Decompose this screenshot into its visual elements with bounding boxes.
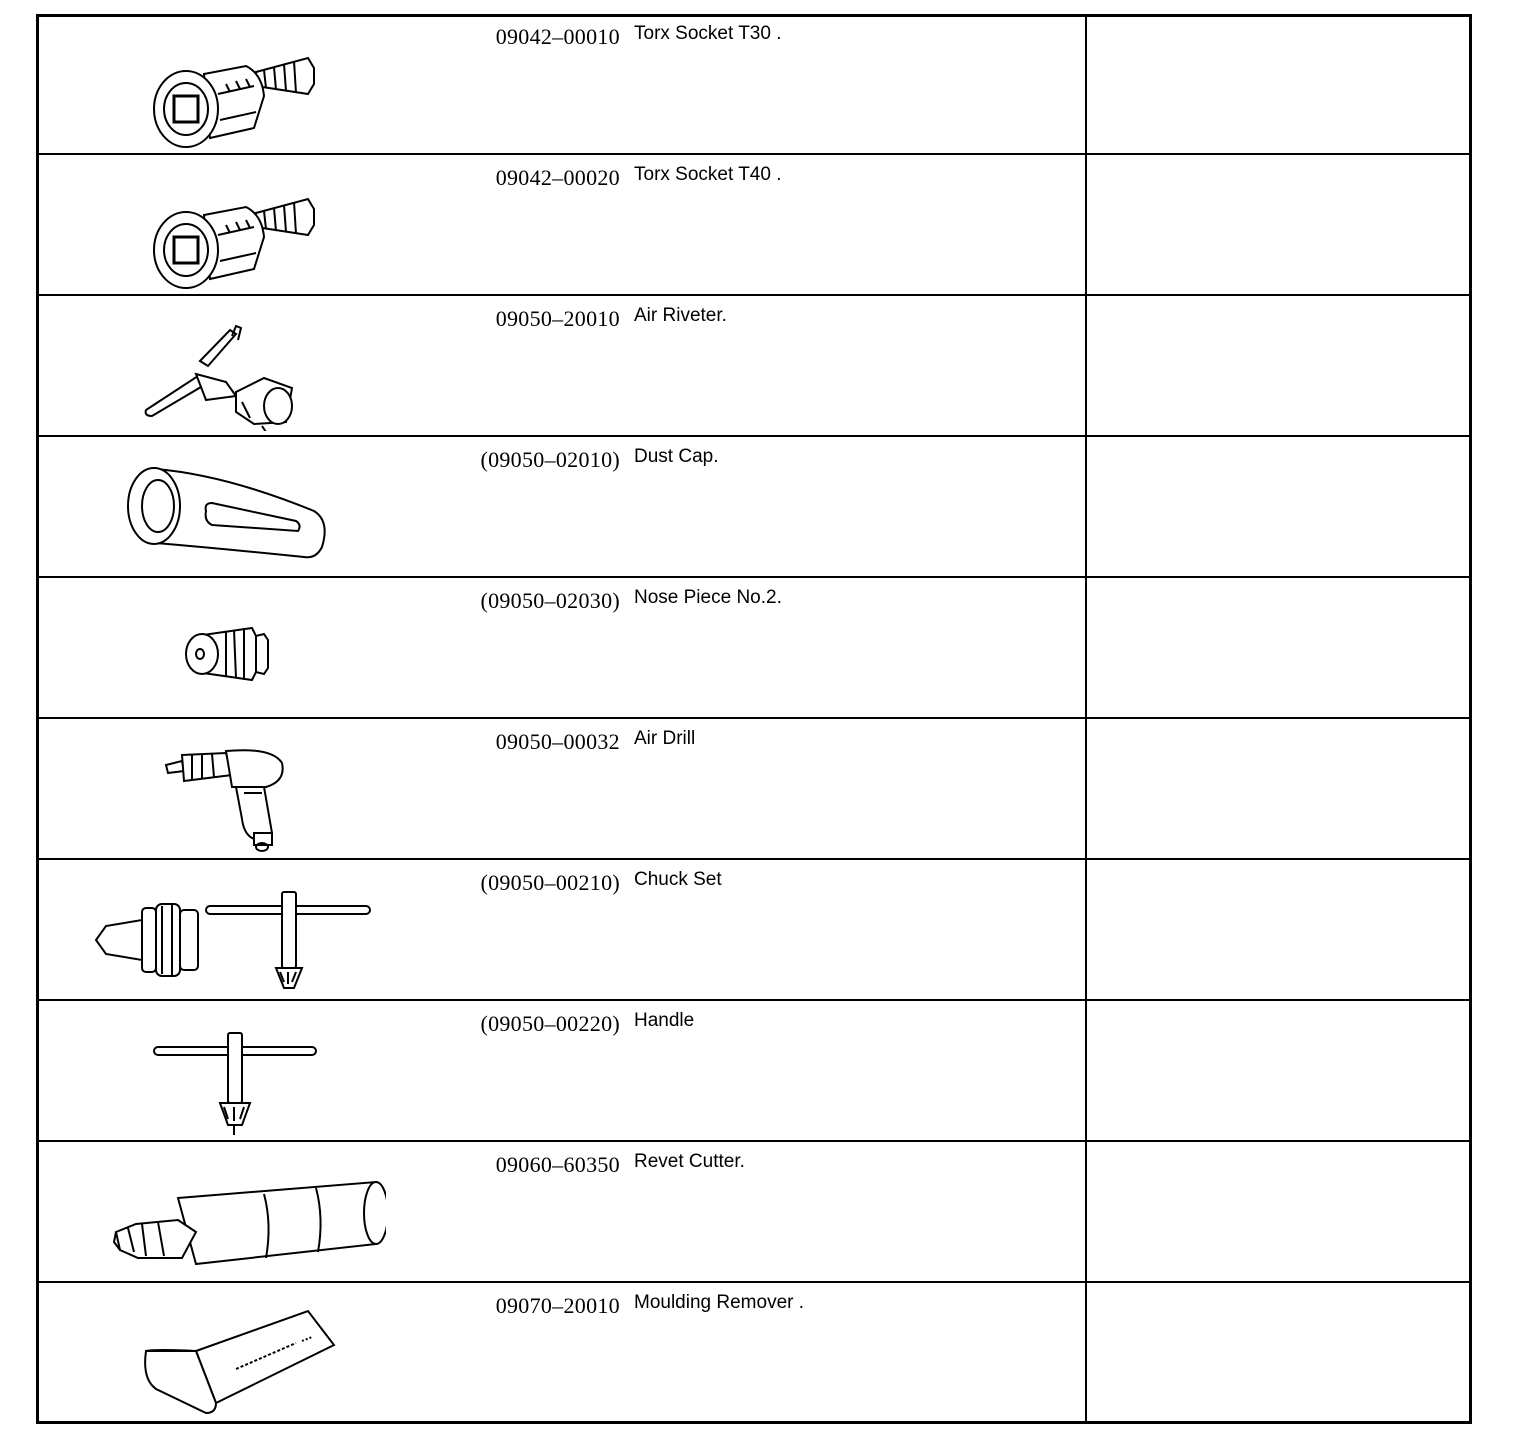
table-row	[36, 296, 1472, 437]
tool-description: Torx Socket T30 .	[634, 23, 782, 44]
table-row	[36, 1283, 1472, 1424]
chuck-handle-icon	[86, 1011, 386, 1136]
torx-socket-icon	[86, 24, 386, 149]
table-row	[36, 1001, 1472, 1142]
table-row	[36, 860, 1472, 1001]
part-number: 09042–00020	[495, 165, 620, 190]
part-number: 09050–00032	[495, 729, 620, 754]
air-riveter-icon	[86, 306, 386, 431]
part-number: (09050–02010)	[480, 447, 620, 472]
air-drill-icon	[86, 729, 386, 854]
part-number: 09050–20010	[495, 306, 620, 331]
chuck-set-icon	[86, 870, 386, 995]
table-row	[36, 437, 1472, 578]
part-number: (09050–00210)	[480, 870, 620, 895]
tool-description: Nose Piece No.2.	[634, 587, 782, 608]
part-number: 09042–00010	[495, 24, 620, 49]
tool-description: Air Riveter.	[634, 305, 727, 326]
tool-table	[36, 14, 1472, 1424]
tool-description: Torx Socket T40 .	[634, 164, 782, 185]
tool-description: Revet Cutter.	[634, 1151, 745, 1172]
tool-description: Chuck Set	[634, 869, 722, 890]
moulding-remover-icon	[86, 1293, 386, 1418]
tool-description: Air Drill	[634, 728, 696, 749]
part-number: (09050–02030)	[480, 588, 620, 613]
table-row	[36, 155, 1472, 296]
table-row	[36, 14, 1472, 155]
part-number: 09070–20010	[495, 1293, 620, 1318]
part-number: 09060–60350	[495, 1152, 620, 1177]
table-row	[36, 578, 1472, 719]
tool-description: Handle	[634, 1010, 695, 1031]
tool-description: Dust Cap.	[634, 446, 719, 467]
tool-description: Moulding Remover .	[634, 1292, 805, 1313]
dust-cap-icon	[86, 447, 386, 572]
table-row	[36, 1142, 1472, 1283]
table-row	[36, 719, 1472, 860]
part-number: (09050–00220)	[480, 1011, 620, 1036]
rivet-cutter-icon	[86, 1152, 386, 1277]
nose-piece-icon	[86, 588, 386, 713]
torx-socket-icon	[86, 165, 386, 290]
